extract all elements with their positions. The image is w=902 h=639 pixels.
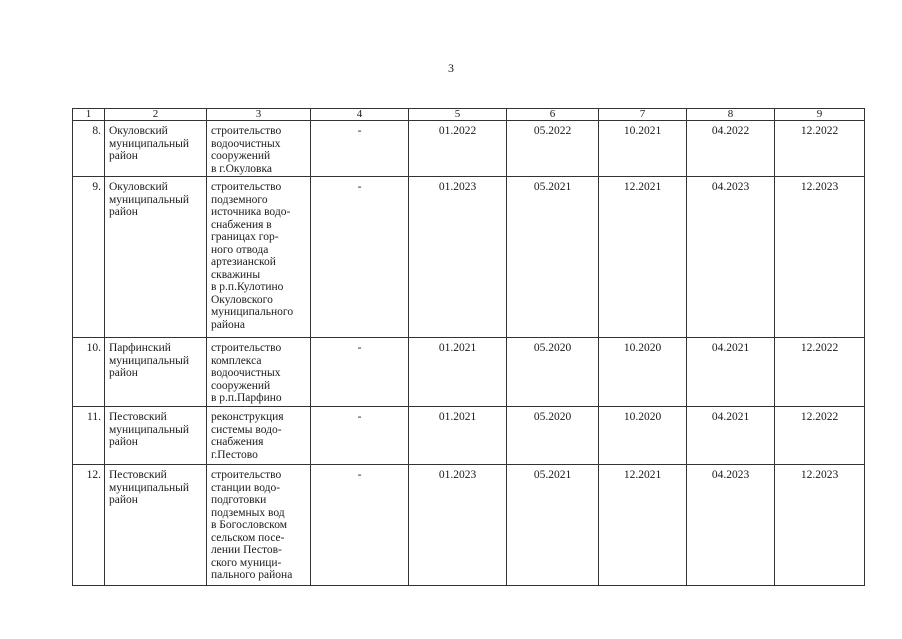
work-description-cell: строительство комплекса водоочистных сооружений в р.п.Парфино: [207, 338, 311, 407]
header-cell: 2: [105, 109, 207, 121]
header-cell: 6: [507, 109, 599, 121]
date-cell: 12.2023: [775, 177, 865, 338]
page-number: 3: [448, 61, 454, 75]
row-number: 10.: [73, 338, 105, 407]
date-cell: 01.2022: [409, 121, 507, 177]
col4-cell: -: [311, 338, 409, 407]
work-description-cell: строительство станции водо- подготовки подземных вод в Богословском сельском посе- лении Пестов- ского муници- пального района: [207, 465, 311, 586]
table-row: [73, 465, 865, 586]
date-cell: 10.2021: [599, 121, 687, 177]
header-cell: 9: [775, 109, 865, 121]
date-cell: 12.2022: [775, 407, 865, 465]
date-cell: 04.2021: [687, 407, 775, 465]
row-number: 9.: [73, 177, 105, 338]
date-cell: 05.2022: [507, 121, 599, 177]
table-row: [73, 177, 865, 338]
work-description-cell: строительство подземного источника водо- снабжения в границах гор- ного отвода артезианской скважины в р.п.Кулотино Окуловского муниципального района: [207, 177, 311, 338]
table-row: [73, 407, 865, 465]
date-cell: 01.2023: [409, 465, 507, 586]
schedule-table: [72, 108, 865, 586]
date-cell: 04.2023: [687, 465, 775, 586]
col4-cell: -: [311, 465, 409, 586]
date-cell: 05.2021: [507, 465, 599, 586]
table-row: [73, 121, 865, 177]
date-cell: 10.2020: [599, 338, 687, 407]
date-cell: 04.2023: [687, 177, 775, 338]
col4-cell: -: [311, 407, 409, 465]
table-row: [73, 338, 865, 407]
row-number: 8.: [73, 121, 105, 177]
row-number: 12.: [73, 465, 105, 586]
date-cell: 12.2023: [775, 465, 865, 586]
header-cell: 3: [207, 109, 311, 121]
date-cell: 05.2020: [507, 338, 599, 407]
date-cell: 05.2021: [507, 177, 599, 338]
district-cell: Пестовский муниципальный район: [105, 407, 207, 465]
row-number: 11.: [73, 407, 105, 465]
header-row: [73, 109, 865, 121]
header-cell: 7: [599, 109, 687, 121]
date-cell: 01.2021: [409, 338, 507, 407]
col4-cell: -: [311, 177, 409, 338]
date-cell: 05.2020: [507, 407, 599, 465]
date-cell: 01.2023: [409, 177, 507, 338]
district-cell: Пестовский муниципальный район: [105, 465, 207, 586]
header-cell: 8: [687, 109, 775, 121]
col4-cell: -: [311, 121, 409, 177]
date-cell: 12.2021: [599, 177, 687, 338]
date-cell: 01.2021: [409, 407, 507, 465]
district-cell: Окуловский муниципальный район: [105, 177, 207, 338]
date-cell: 10.2020: [599, 407, 687, 465]
date-cell: 04.2021: [687, 338, 775, 407]
work-description-cell: строительство водоочистных сооружений в г.Окуловка: [207, 121, 311, 177]
work-description-cell: реконструкция системы водо- снабжения г.Пестово: [207, 407, 311, 465]
date-cell: 04.2022: [687, 121, 775, 177]
header-cell: 1: [73, 109, 105, 121]
district-cell: Окуловский муниципальный район: [105, 121, 207, 177]
date-cell: 12.2022: [775, 121, 865, 177]
header-cell: 4: [311, 109, 409, 121]
header-cell: 5: [409, 109, 507, 121]
date-cell: 12.2021: [599, 465, 687, 586]
date-cell: 12.2022: [775, 338, 865, 407]
district-cell: Парфинский муниципальный район: [105, 338, 207, 407]
